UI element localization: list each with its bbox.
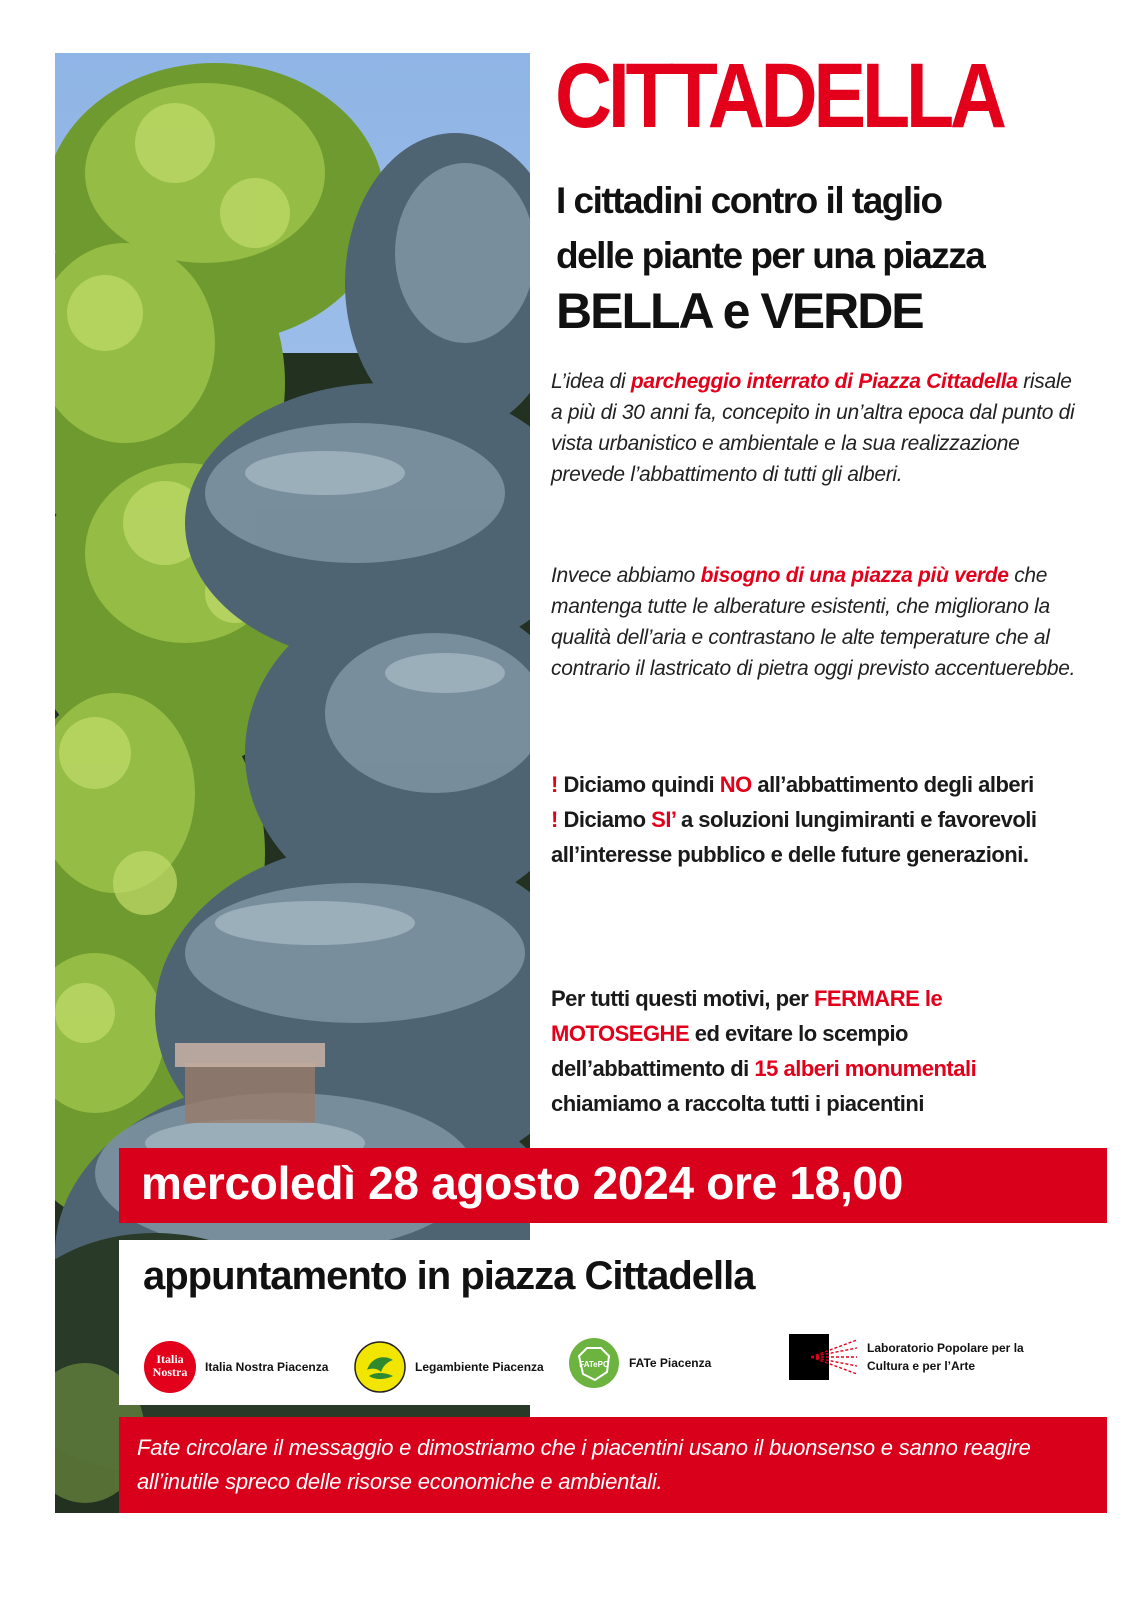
paragraph-intro-rest: risale a più di 30 anni fa, concepito in un’altra epoca dal punto di vista urbanistico e ambientale e la sua realizzazione prevede l’abbattimento di tutti gli alberi. [551,370,1075,486]
event-date: mercoledì 28 agosto 2024 ore 18,00 [141,1157,903,1209]
headline: BELLA e VERDE [556,283,923,339]
svg-text:FATePC: FATePC [579,1360,609,1369]
statement-si-lead: Diciamo [557,807,652,832]
call-highlight-trees: 15 alberi monumentali [754,1056,977,1081]
fate-logo-icon [567,1336,621,1390]
call-lead: Per tutti questi motivi, per [551,986,814,1011]
statement-no-lead: Diciamo quindi [557,772,720,797]
statement-no-highlight: NO [719,772,752,797]
exclamation-mark: ! [551,772,558,797]
org-laboratorio [789,1334,1037,1380]
org-fate [567,1336,711,1390]
svg-text:Italia: Italia [156,1352,184,1366]
legambiente-logo-icon [353,1340,407,1394]
call-rest: chiamiamo a raccolta tutti i piacentini [551,1091,924,1116]
paragraph-need-highlight: bisogno di una piazza più verde [700,564,1009,587]
laboratorio-logo-icon [789,1334,859,1380]
subtitle-line-1: I cittadini contro il taglio [556,180,942,221]
paragraph-intro-highlight: parcheggio interrato di Piazza Cittadella [630,370,1018,393]
italia-nostra-logo-icon [143,1340,197,1394]
footer-banner [119,1417,1107,1513]
call-to-action [551,981,1071,1121]
org-legambiente [353,1340,544,1394]
statements [551,767,1071,872]
paragraph-intro [551,366,1086,490]
statement-si-highlight: SI’ [651,807,676,832]
meeting-place: appuntamento in piazza Cittadella [143,1254,755,1298]
statement-no-rest: all’abbattimento degli alberi [751,772,1034,797]
paragraph-intro-lead: L’idea di [551,370,631,393]
statement-si [551,807,1037,867]
subtitle-line-2: delle piante per una piazza [556,235,985,276]
statement-no [551,772,1034,797]
statement-si-rest: a soluzioni lungimiranti e favorevoli all’interesse pubblico e delle future generazioni. [551,807,1037,867]
footer-message: Fate circolare il messaggio e dimostriamo che i piacentini usano il buonsenso e sanno reagire all’inutile spreco delle risorse economiche e ambientali. [137,1435,1031,1494]
paragraph-need-lead: Invece abbiamo [551,564,701,587]
org-italia-nostra [143,1340,328,1394]
call-highlight-stop-chainsaws: FERMARE le MOTOSEGHE [551,986,943,1046]
page-title: CITTADELLA [555,45,1003,147]
date-banner [119,1148,1107,1223]
subtitle [556,173,1076,283]
org-label: Italia Nostra Piacenza [205,1360,329,1374]
meeting-box [119,1240,1107,1405]
call-mid: ed evitare lo scempio dell’abbattimento di [551,1021,908,1081]
paragraph-need-rest: che mantenga tutte le alberature esistenti, che migliorano la qualità dell’aria e contrastano le alte temperature che al contrario il lastricato di pietra oggi previsto accentuerebbe. [551,564,1076,680]
org-label: FATe Piacenza [629,1356,712,1370]
exclamation-mark: ! [551,807,558,832]
svg-text:Nostra: Nostra [152,1365,188,1379]
org-label: Legambiente Piacenza [415,1360,544,1374]
paragraph-need [551,560,1086,684]
org-label: Laboratorio Popolare per la Cultura e per l’Arte [867,1341,1024,1373]
